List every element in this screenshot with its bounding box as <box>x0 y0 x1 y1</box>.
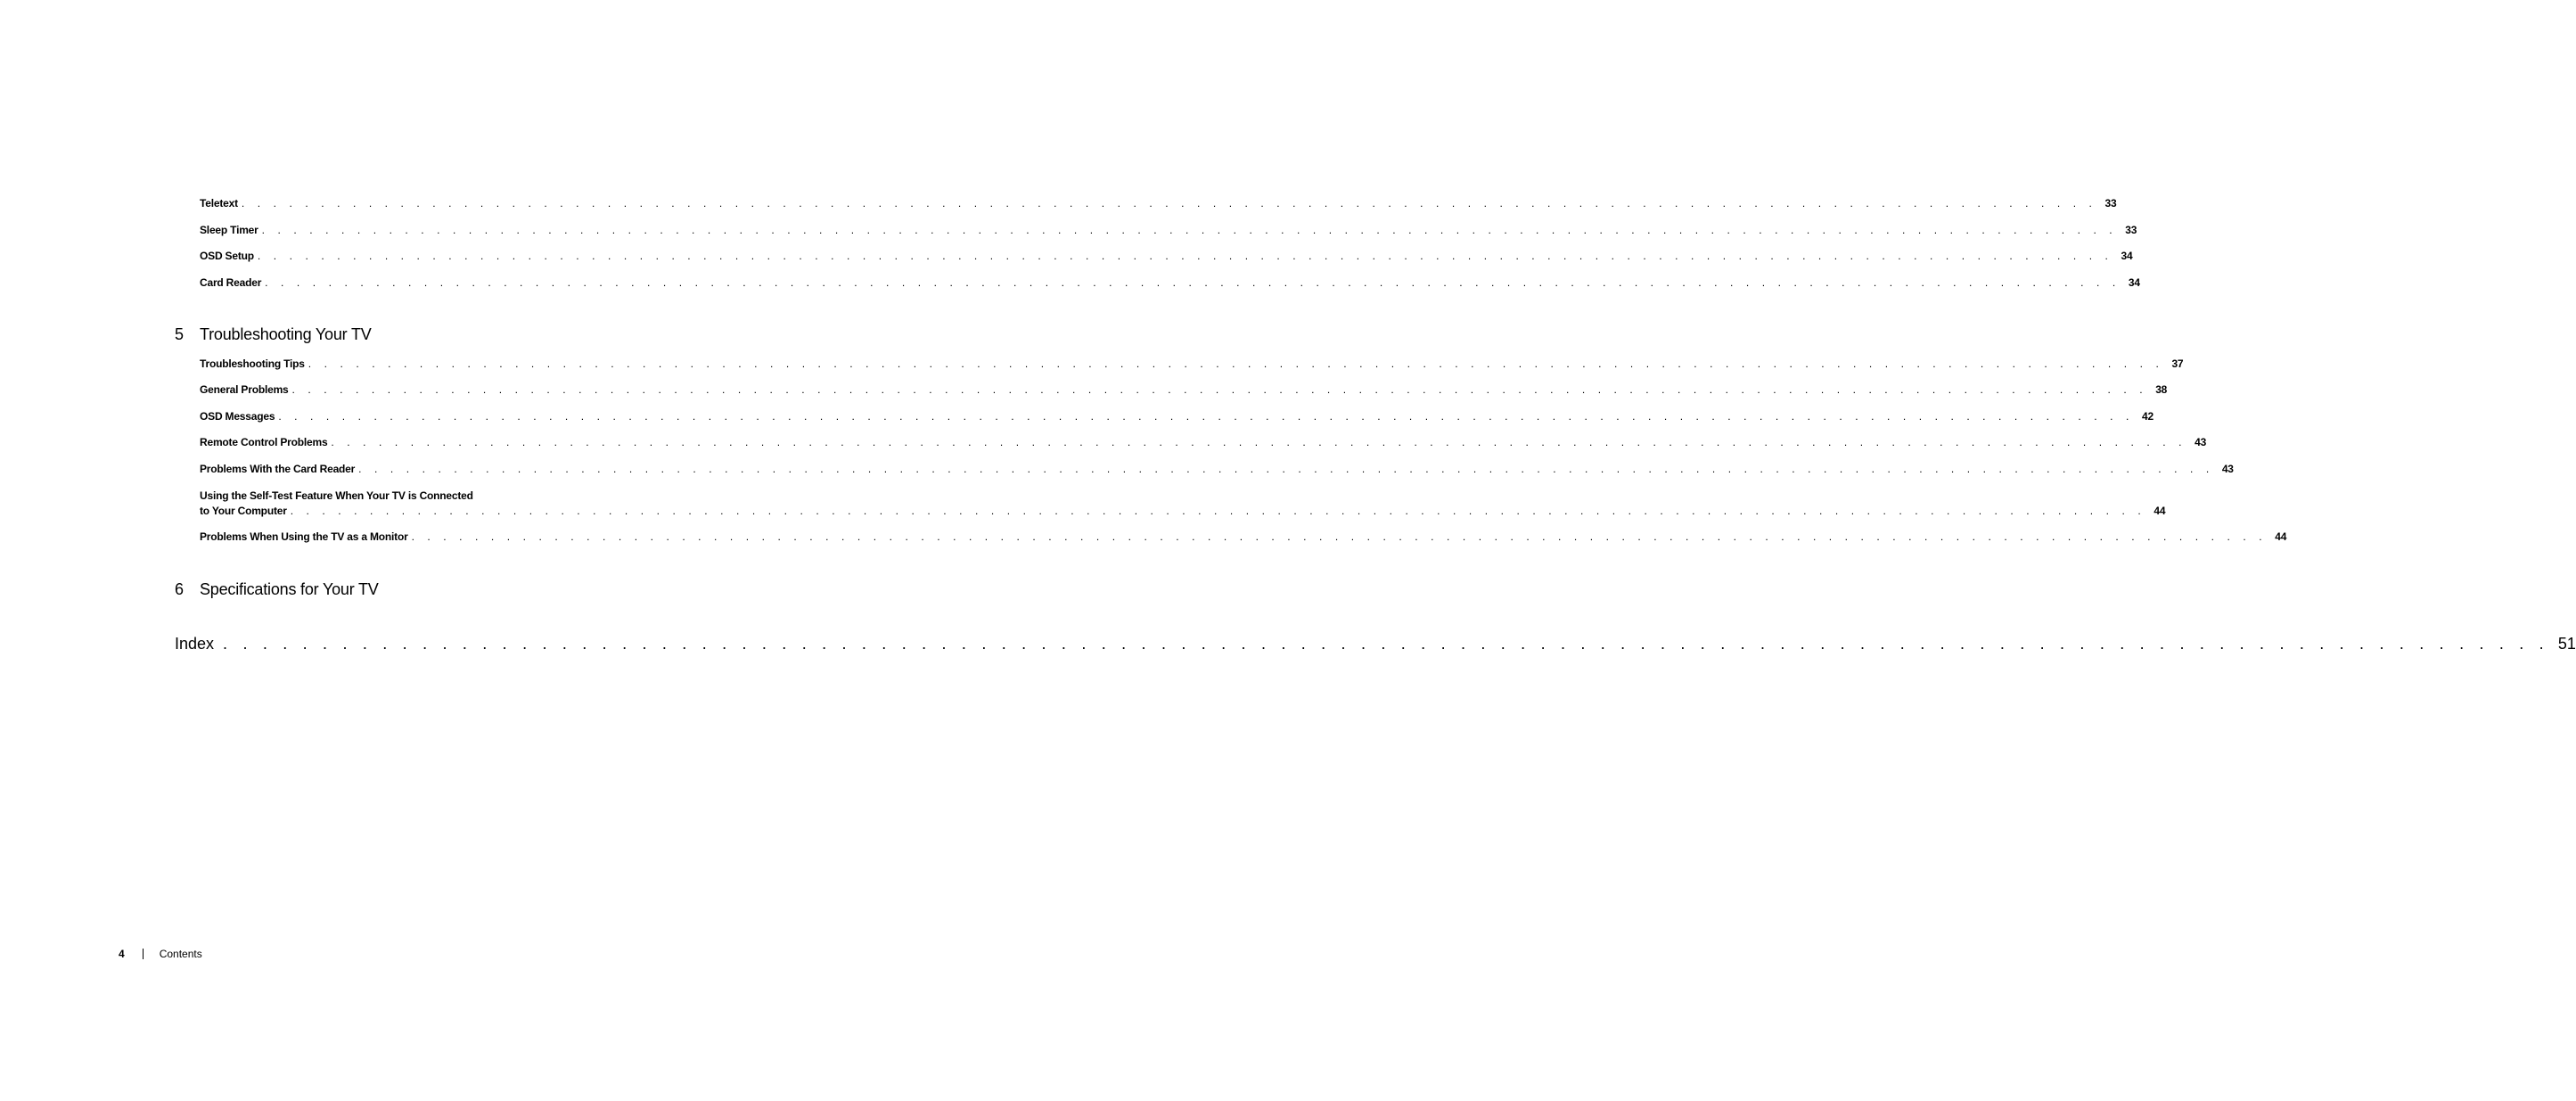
toc-entry-troubleshooting-tips[interactable] <box>200 357 2184 370</box>
dot-leader: . . . . . . . . . . . . . . . . . . . . . . . . . . . . . . . . . . . . . . . . . . . . . . . . . . . . . . . . . . . . . . . . . . . . . . . . . . . . . . . . . . . . . . . . . . . . . . . . . . . . . . . . . . . . . . . . . . . . . <box>223 635 2549 653</box>
toc-entry-page: 38 <box>2155 383 2168 396</box>
page-footer <box>119 948 202 960</box>
toc-entry-title: Sleep Timer <box>200 224 258 236</box>
toc-entry-title: Remote Control Problems <box>200 436 328 448</box>
dot-leader: . . . . . . . . . . . . . . . . . . . . . . . . . . . . . . . . . . . . . . . . . . . . . . . . . . . . . . . . . . . . . . . . . . . . . . . . . . . . . . . . . . . . . . . . . . . . . . . . . . . . . . . . . . . . . . . . . . . . . <box>290 505 2146 517</box>
toc-entry-page: 34 <box>2121 250 2133 262</box>
dot-leader: . . . . . . . . . . . . . . . . . . . . . . . . . . . . . . . . . . . . . . . . . . . . . . . . . . . . . . . . . . . . . . . . . . . . . . . . . . . . . . . . . . . . . . . . . . . . . . . . . . . . . . . . . . . . . . . . . . . . . <box>257 250 2113 262</box>
toc-entry-page: 42 <box>2141 410 2154 423</box>
toc-entry-tv-as-monitor-problems[interactable] <box>200 530 2287 543</box>
toc-entry-sleep-timer[interactable] <box>200 224 2137 236</box>
dot-leader: . . . . . . . . . . . . . . . . . . . . . . . . . . . . . . . . . . . . . . . . . . . . . . . . . . . . . . . . . . . . . . . . . . . . . . . . . . . . . . . . . . . . . . . . . . . . . . . . . . . . . . . . . . . . . . . . . . . . . <box>291 383 2148 396</box>
toc-entry-osd-messages[interactable] <box>200 410 2154 423</box>
toc-entry-title-line1: Using the Self-Test Feature When Your TV is Connected <box>200 489 473 502</box>
chapter-heading-specifications[interactable] <box>175 579 379 599</box>
toc-entry-general-problems[interactable] <box>200 383 2168 396</box>
dot-leader: . . . . . . . . . . . . . . . . . . . . . . . . . . . . . . . . . . . . . . . . . . . . . . . . . . . . . . . . . . . . . . . . . . . . . . . . . . . . . . . . . . . . . . . . . . . . . . . . . . . . . . . . . . . . . . . . . . . . . <box>358 463 2214 475</box>
dot-leader: . . . . . . . . . . . . . . . . . . . . . . . . . . . . . . . . . . . . . . . . . . . . . . . . . . . . . . . . . . . . . . . . . . . . . . . . . . . . . . . . . . . . . . . . . . . . . . . . . . . . . . . . . . . . . . . . . . . . . <box>331 436 2187 448</box>
toc-entry-page: 43 <box>2221 463 2234 475</box>
dot-leader: . . . . . . . . . . . . . . . . . . . . . . . . . . . . . . . . . . . . . . . . . . . . . . . . . . . . . . . . . . . . . . . . . . . . . . . . . . . . . . . . . . . . . . . . . . . . . . . . . . . . . . . . . . . . . . . . . . . . . <box>261 224 2118 236</box>
footer-separator <box>143 949 144 959</box>
toc-entry-page: 44 <box>2154 505 2166 517</box>
chapter-number: 6 <box>175 580 184 598</box>
chapter-heading-troubleshooting[interactable] <box>175 325 372 344</box>
index-title: Index <box>175 635 215 653</box>
toc-entry-title: Problems When Using the TV as a Monitor <box>200 530 408 543</box>
toc-entry-title-line2: to Your Computer <box>200 505 287 517</box>
chapter-title: Specifications for Your TV <box>200 580 379 598</box>
toc-entry-title: Card Reader <box>200 276 262 289</box>
toc-entry-title: OSD Setup <box>200 250 254 262</box>
dot-leader: . . . . . . . . . . . . . . . . . . . . . . . . . . . . . . . . . . . . . . . . . . . . . . . . . . . . . . . . . . . . . . . . . . . . . . . . . . . . . . . . . . . . . . . . . . . . . . . . . . . . . . . . . . . . . . . . . . . . . <box>265 276 2121 289</box>
dot-leader: . . . . . . . . . . . . . . . . . . . . . . . . . . . . . . . . . . . . . . . . . . . . . . . . . . . . . . . . . . . . . . . . . . . . . . . . . . . . . . . . . . . . . . . . . . . . . . . . . . . . . . . . . . . . . . . . . . . . . <box>411 530 2268 543</box>
toc-entry-card-reader[interactable] <box>200 276 2140 289</box>
toc-entry-osd-setup[interactable] <box>200 250 2133 262</box>
toc-entry-card-reader-problems[interactable] <box>200 463 2234 475</box>
toc-entry-page: 43 <box>2195 436 2207 448</box>
toc-entry-title: Teletext <box>200 197 238 210</box>
chapter-number: 5 <box>175 325 184 343</box>
toc-entry-title: Troubleshooting Tips <box>200 357 305 370</box>
toc-entry-remote-control-problems[interactable] <box>200 436 2207 448</box>
toc-entry-title: OSD Messages <box>200 410 275 423</box>
toc-entry-page: 33 <box>2125 224 2137 236</box>
toc-entry-self-test-feature[interactable] <box>200 489 2166 517</box>
toc-entry-title: General Problems <box>200 383 289 396</box>
toc-entry-index[interactable] <box>175 634 2576 653</box>
chapter-title: Troubleshooting Your TV <box>200 325 372 343</box>
toc-entry-teletext[interactable] <box>200 197 2117 210</box>
toc-entry-page: 34 <box>2128 276 2140 289</box>
footer-page-number: 4 <box>119 948 125 960</box>
toc-entry-page: 44 <box>2275 530 2287 543</box>
toc-entry-page: 37 <box>2171 357 2184 370</box>
dot-leader: . . . . . . . . . . . . . . . . . . . . . . . . . . . . . . . . . . . . . . . . . . . . . . . . . . . . . . . . . . . . . . . . . . . . . . . . . . . . . . . . . . . . . . . . . . . . . . . . . . . . . . . . . . . . . . . . . . . . . <box>278 410 2134 423</box>
toc-entry-page: 33 <box>2104 197 2117 210</box>
index-page: 51 <box>2557 635 2576 653</box>
toc-entry-title: Problems With the Card Reader <box>200 463 356 475</box>
footer-section-name: Contents <box>159 948 202 960</box>
dot-leader: . . . . . . . . . . . . . . . . . . . . . . . . . . . . . . . . . . . . . . . . . . . . . . . . . . . . . . . . . . . . . . . . . . . . . . . . . . . . . . . . . . . . . . . . . . . . . . . . . . . . . . . . . . . . . . . . . . . . . <box>308 357 2164 370</box>
dot-leader: . . . . . . . . . . . . . . . . . . . . . . . . . . . . . . . . . . . . . . . . . . . . . . . . . . . . . . . . . . . . . . . . . . . . . . . . . . . . . . . . . . . . . . . . . . . . . . . . . . . . . . . . . . . . . . . . . . . . . <box>241 197 2097 210</box>
